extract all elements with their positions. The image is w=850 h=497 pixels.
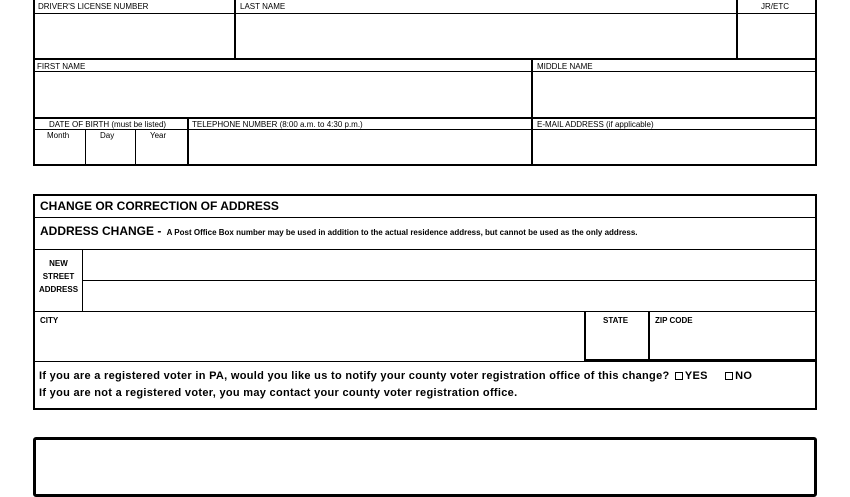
middle-name-label: MIDDLE NAME bbox=[537, 62, 593, 71]
middle-name-field[interactable] bbox=[535, 73, 815, 116]
zip-code-label: ZIP CODE bbox=[655, 316, 693, 325]
row-divider bbox=[35, 217, 815, 218]
dob-day-field[interactable] bbox=[87, 141, 134, 165]
jretc-label: JR/ETC bbox=[761, 2, 789, 11]
voter-question-line bbox=[39, 370, 752, 383]
drivers-license-label: DRIVER'S LICENSE NUMBER bbox=[38, 2, 149, 11]
label-underline bbox=[236, 13, 736, 14]
column-divider bbox=[187, 117, 189, 166]
address-change-note: A Post Office Box number may be used in addition to the actual residence address, but cannot be used as the only address. bbox=[166, 228, 638, 237]
first-name-label: FIRST NAME bbox=[37, 62, 86, 71]
voter-note: If you are not a registered voter, you may contact your county voter registration office. bbox=[39, 387, 518, 399]
row-divider bbox=[33, 117, 817, 119]
dob-day-label: Day bbox=[100, 131, 115, 140]
city-label: CITY bbox=[40, 316, 59, 325]
label-underline bbox=[738, 13, 815, 14]
telephone-label: TELEPHONE NUMBER (8:00 a.m. to 4:30 p.m.) bbox=[192, 120, 363, 129]
state-field[interactable] bbox=[588, 327, 648, 359]
new-street-label-line: ADDRESS bbox=[38, 285, 79, 294]
yes-checkbox[interactable] bbox=[675, 372, 683, 380]
label-underline bbox=[35, 71, 531, 72]
section-title: CHANGE OR CORRECTION OF ADDRESS bbox=[40, 199, 279, 213]
street-address-line-1[interactable] bbox=[84, 250, 815, 279]
address-change-line bbox=[40, 224, 638, 240]
yes-label: YES bbox=[684, 370, 708, 382]
dob-month-field[interactable] bbox=[36, 141, 84, 165]
address-change-label: ADDRESS CHANGE - bbox=[40, 224, 162, 238]
street-address-line-2[interactable] bbox=[84, 281, 815, 310]
no-label: NO bbox=[735, 370, 753, 382]
email-label: E-MAIL ADDRESS (if applicable) bbox=[537, 120, 654, 129]
new-street-address-label bbox=[35, 257, 82, 296]
label-underline bbox=[35, 13, 234, 14]
row-divider bbox=[33, 58, 817, 60]
label-underline bbox=[35, 129, 187, 130]
dob-year-label: Year bbox=[150, 131, 167, 140]
column-divider bbox=[736, 0, 738, 58]
voter-question: If you are a registered voter in PA, would you like us to notify your county voter registration office of this change? bbox=[39, 370, 670, 382]
bottom-section-box bbox=[33, 437, 817, 497]
dob-label: DATE OF BIRTH (must be listed) bbox=[49, 120, 167, 129]
column-divider bbox=[531, 58, 533, 166]
email-field[interactable] bbox=[535, 131, 815, 165]
column-divider bbox=[234, 0, 236, 58]
dob-year-field[interactable] bbox=[137, 141, 186, 165]
city-field[interactable] bbox=[36, 327, 582, 360]
dob-divider bbox=[135, 129, 136, 166]
row-divider bbox=[35, 361, 815, 362]
telephone-field[interactable] bbox=[190, 131, 530, 165]
new-street-label-line: STREET bbox=[42, 272, 75, 281]
first-name-field[interactable] bbox=[36, 73, 529, 116]
last-name-field[interactable] bbox=[238, 15, 734, 57]
drivers-license-field[interactable] bbox=[36, 15, 232, 57]
new-street-label-line: NEW bbox=[49, 259, 68, 268]
no-checkbox[interactable] bbox=[725, 372, 733, 380]
jretc-field[interactable] bbox=[740, 15, 815, 57]
last-name-label: LAST NAME bbox=[240, 2, 286, 11]
label-underline bbox=[533, 129, 815, 130]
label-underline bbox=[533, 71, 815, 72]
dob-month-label: Month bbox=[47, 131, 70, 140]
zip-code-field[interactable] bbox=[654, 327, 814, 359]
label-underline bbox=[189, 129, 531, 130]
state-label: STATE bbox=[603, 316, 629, 325]
dob-divider bbox=[85, 129, 86, 166]
